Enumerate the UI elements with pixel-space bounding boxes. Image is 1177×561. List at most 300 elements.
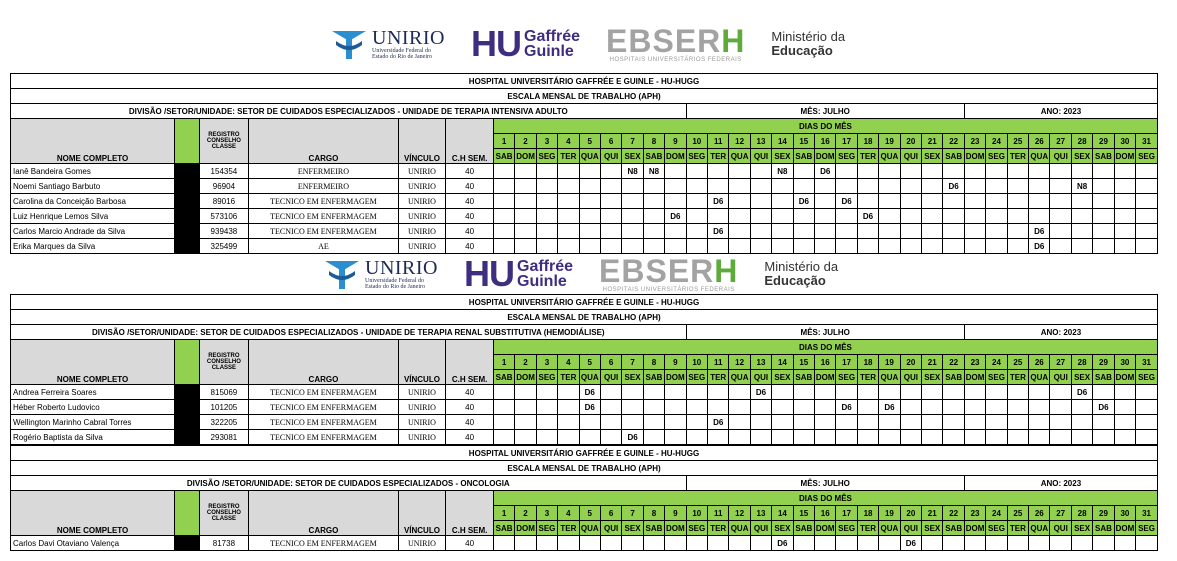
shift-cell[interactable] [558, 164, 579, 179]
shift-cell[interactable] [1071, 430, 1092, 445]
shift-cell[interactable] [793, 239, 814, 254]
shift-cell[interactable] [900, 400, 921, 415]
shift-cell[interactable] [729, 224, 750, 239]
shift-cell[interactable] [686, 385, 707, 400]
shift-cell[interactable] [1136, 239, 1158, 254]
shift-cell[interactable] [964, 209, 985, 224]
shift-cell[interactable] [515, 224, 536, 239]
shift-cell[interactable] [536, 194, 557, 209]
shift-cell[interactable] [750, 430, 771, 445]
shift-cell[interactable] [665, 164, 686, 179]
shift-cell[interactable] [772, 385, 793, 400]
shift-cell[interactable] [1114, 400, 1135, 415]
shift-cell[interactable] [729, 179, 750, 194]
shift-cell[interactable] [879, 209, 900, 224]
shift-cell[interactable] [1029, 209, 1050, 224]
shift-cell[interactable] [622, 536, 643, 551]
shift-cell[interactable] [836, 164, 857, 179]
shift-cell[interactable] [1029, 194, 1050, 209]
shift-cell[interactable] [986, 415, 1007, 430]
shift-cell[interactable]: D6 [900, 536, 921, 551]
shift-cell[interactable] [1136, 430, 1158, 445]
shift-cell[interactable]: D6 [793, 194, 814, 209]
shift-cell[interactable]: D6 [836, 400, 857, 415]
shift-cell[interactable] [515, 164, 536, 179]
shift-cell[interactable] [1114, 179, 1135, 194]
shift-cell[interactable] [943, 194, 964, 209]
shift-cell[interactable] [900, 385, 921, 400]
shift-cell[interactable] [536, 536, 557, 551]
shift-cell[interactable] [943, 209, 964, 224]
shift-cell[interactable] [815, 385, 836, 400]
shift-cell[interactable] [579, 224, 600, 239]
shift-cell[interactable] [815, 224, 836, 239]
shift-cell[interactable] [772, 415, 793, 430]
shift-cell[interactable] [1136, 400, 1158, 415]
shift-cell[interactable] [1093, 209, 1114, 224]
shift-cell[interactable] [964, 239, 985, 254]
shift-cell[interactable] [686, 430, 707, 445]
shift-cell[interactable] [643, 179, 664, 194]
shift-cell[interactable]: N8 [622, 164, 643, 179]
shift-cell[interactable] [686, 194, 707, 209]
shift-cell[interactable] [622, 194, 643, 209]
shift-cell[interactable] [772, 209, 793, 224]
shift-cell[interactable] [729, 209, 750, 224]
shift-cell[interactable] [986, 400, 1007, 415]
shift-cell[interactable] [558, 415, 579, 430]
shift-cell[interactable] [707, 430, 728, 445]
shift-cell[interactable] [1007, 430, 1028, 445]
shift-cell[interactable] [836, 430, 857, 445]
shift-cell[interactable] [579, 239, 600, 254]
shift-cell[interactable] [729, 430, 750, 445]
shift-cell[interactable] [1093, 385, 1114, 400]
shift-cell[interactable]: D6 [579, 385, 600, 400]
shift-cell[interactable] [900, 239, 921, 254]
shift-cell[interactable] [665, 536, 686, 551]
shift-cell[interactable] [558, 536, 579, 551]
shift-cell[interactable] [750, 400, 771, 415]
shift-cell[interactable] [1136, 194, 1158, 209]
shift-cell[interactable] [1071, 415, 1092, 430]
shift-cell[interactable]: N8 [772, 164, 793, 179]
shift-cell[interactable] [750, 224, 771, 239]
shift-cell[interactable] [536, 209, 557, 224]
shift-cell[interactable] [1050, 385, 1071, 400]
shift-cell[interactable] [643, 430, 664, 445]
shift-cell[interactable] [515, 400, 536, 415]
shift-cell[interactable] [515, 430, 536, 445]
shift-cell[interactable] [729, 239, 750, 254]
shift-cell[interactable] [793, 385, 814, 400]
shift-cell[interactable] [1093, 194, 1114, 209]
shift-cell[interactable] [964, 536, 985, 551]
shift-cell[interactable] [1071, 400, 1092, 415]
shift-cell[interactable] [665, 224, 686, 239]
shift-cell[interactable] [493, 164, 514, 179]
shift-cell[interactable] [900, 194, 921, 209]
shift-cell[interactable] [665, 385, 686, 400]
shift-cell[interactable] [686, 400, 707, 415]
shift-cell[interactable] [986, 239, 1007, 254]
shift-cell[interactable] [772, 179, 793, 194]
shift-cell[interactable] [579, 194, 600, 209]
shift-cell[interactable]: D6 [665, 209, 686, 224]
shift-cell[interactable] [857, 179, 878, 194]
shift-cell[interactable] [1007, 385, 1028, 400]
shift-cell[interactable] [643, 536, 664, 551]
shift-cell[interactable] [1114, 415, 1135, 430]
shift-cell[interactable] [857, 536, 878, 551]
shift-cell[interactable] [686, 179, 707, 194]
shift-cell[interactable]: D6 [1029, 224, 1050, 239]
shift-cell[interactable] [558, 194, 579, 209]
shift-cell[interactable] [558, 179, 579, 194]
shift-cell[interactable] [600, 164, 621, 179]
shift-cell[interactable] [600, 385, 621, 400]
shift-cell[interactable] [1007, 239, 1028, 254]
shift-cell[interactable] [1114, 209, 1135, 224]
shift-cell[interactable] [793, 415, 814, 430]
shift-cell[interactable] [558, 239, 579, 254]
shift-cell[interactable] [964, 400, 985, 415]
shift-cell[interactable]: D6 [1071, 385, 1092, 400]
shift-cell[interactable] [857, 400, 878, 415]
shift-cell[interactable]: N8 [643, 164, 664, 179]
shift-cell[interactable] [943, 385, 964, 400]
shift-cell[interactable] [879, 415, 900, 430]
shift-cell[interactable] [1050, 430, 1071, 445]
shift-cell[interactable] [1093, 430, 1114, 445]
shift-cell[interactable] [922, 536, 943, 551]
shift-cell[interactable] [493, 179, 514, 194]
shift-cell[interactable] [750, 194, 771, 209]
shift-cell[interactable]: D6 [1029, 239, 1050, 254]
shift-cell[interactable] [1007, 209, 1028, 224]
shift-cell[interactable] [1093, 164, 1114, 179]
shift-cell[interactable] [558, 430, 579, 445]
shift-cell[interactable] [1114, 430, 1135, 445]
shift-cell[interactable]: D6 [707, 415, 728, 430]
shift-cell[interactable] [643, 224, 664, 239]
shift-cell[interactable] [536, 400, 557, 415]
shift-cell[interactable] [622, 400, 643, 415]
shift-cell[interactable] [1029, 400, 1050, 415]
shift-cell[interactable] [922, 400, 943, 415]
shift-cell[interactable]: D6 [879, 400, 900, 415]
shift-cell[interactable] [1071, 194, 1092, 209]
shift-cell[interactable] [750, 415, 771, 430]
shift-cell[interactable] [1007, 164, 1028, 179]
shift-cell[interactable] [986, 164, 1007, 179]
shift-cell[interactable] [815, 400, 836, 415]
shift-cell[interactable] [1007, 400, 1028, 415]
shift-cell[interactable] [1007, 415, 1028, 430]
shift-cell[interactable] [750, 209, 771, 224]
shift-cell[interactable] [707, 209, 728, 224]
shift-cell[interactable] [1029, 385, 1050, 400]
shift-cell[interactable] [558, 385, 579, 400]
shift-cell[interactable] [536, 224, 557, 239]
shift-cell[interactable] [900, 224, 921, 239]
shift-cell[interactable] [600, 224, 621, 239]
shift-cell[interactable] [600, 209, 621, 224]
shift-cell[interactable] [943, 536, 964, 551]
shift-cell[interactable] [600, 415, 621, 430]
shift-cell[interactable] [772, 400, 793, 415]
shift-cell[interactable] [622, 209, 643, 224]
shift-cell[interactable] [815, 179, 836, 194]
shift-cell[interactable] [879, 536, 900, 551]
shift-cell[interactable] [1029, 415, 1050, 430]
shift-cell[interactable] [493, 536, 514, 551]
shift-cell[interactable] [815, 415, 836, 430]
shift-cell[interactable] [836, 179, 857, 194]
shift-cell[interactable] [900, 179, 921, 194]
shift-cell[interactable]: D6 [1093, 400, 1114, 415]
shift-cell[interactable] [643, 400, 664, 415]
shift-cell[interactable] [1071, 224, 1092, 239]
shift-cell[interactable] [1050, 536, 1071, 551]
shift-cell[interactable] [493, 224, 514, 239]
shift-cell[interactable] [1071, 209, 1092, 224]
shift-cell[interactable] [1093, 224, 1114, 239]
shift-cell[interactable] [986, 209, 1007, 224]
shift-cell[interactable] [793, 224, 814, 239]
shift-cell[interactable] [536, 239, 557, 254]
shift-cell[interactable] [793, 430, 814, 445]
shift-cell[interactable]: D6 [622, 430, 643, 445]
shift-cell[interactable] [964, 179, 985, 194]
shift-cell[interactable] [879, 179, 900, 194]
shift-cell[interactable] [879, 224, 900, 239]
shift-cell[interactable] [707, 164, 728, 179]
shift-cell[interactable] [793, 536, 814, 551]
shift-cell[interactable] [536, 179, 557, 194]
shift-cell[interactable] [793, 400, 814, 415]
shift-cell[interactable] [729, 164, 750, 179]
shift-cell[interactable] [815, 430, 836, 445]
shift-cell[interactable] [622, 224, 643, 239]
shift-cell[interactable] [729, 400, 750, 415]
shift-cell[interactable] [707, 179, 728, 194]
shift-cell[interactable] [857, 224, 878, 239]
shift-cell[interactable] [686, 239, 707, 254]
shift-cell[interactable] [793, 209, 814, 224]
shift-cell[interactable] [665, 400, 686, 415]
shift-cell[interactable] [1136, 385, 1158, 400]
shift-cell[interactable] [964, 415, 985, 430]
shift-cell[interactable] [1136, 415, 1158, 430]
shift-cell[interactable] [815, 209, 836, 224]
shift-cell[interactable]: D6 [772, 536, 793, 551]
shift-cell[interactable] [686, 164, 707, 179]
shift-cell[interactable] [836, 536, 857, 551]
shift-cell[interactable] [558, 400, 579, 415]
shift-cell[interactable] [857, 194, 878, 209]
shift-cell[interactable] [1136, 179, 1158, 194]
shift-cell[interactable] [515, 385, 536, 400]
shift-cell[interactable]: D6 [943, 179, 964, 194]
shift-cell[interactable] [772, 430, 793, 445]
shift-cell[interactable] [665, 194, 686, 209]
shift-cell[interactable] [515, 209, 536, 224]
shift-cell[interactable] [643, 194, 664, 209]
shift-cell[interactable] [643, 239, 664, 254]
shift-cell[interactable] [750, 239, 771, 254]
shift-cell[interactable] [943, 239, 964, 254]
shift-cell[interactable] [579, 179, 600, 194]
shift-cell[interactable] [1114, 164, 1135, 179]
shift-cell[interactable] [1050, 400, 1071, 415]
shift-cell[interactable] [579, 209, 600, 224]
shift-cell[interactable] [986, 385, 1007, 400]
shift-cell[interactable] [986, 179, 1007, 194]
shift-cell[interactable] [665, 415, 686, 430]
shift-cell[interactable] [1029, 179, 1050, 194]
shift-cell[interactable] [536, 385, 557, 400]
shift-cell[interactable] [900, 209, 921, 224]
shift-cell[interactable] [857, 385, 878, 400]
shift-cell[interactable] [1050, 209, 1071, 224]
shift-cell[interactable] [857, 164, 878, 179]
shift-cell[interactable]: D6 [707, 194, 728, 209]
shift-cell[interactable] [1050, 164, 1071, 179]
shift-cell[interactable] [964, 430, 985, 445]
shift-cell[interactable] [643, 415, 664, 430]
shift-cell[interactable] [1029, 536, 1050, 551]
shift-cell[interactable] [750, 164, 771, 179]
shift-cell[interactable] [793, 179, 814, 194]
shift-cell[interactable] [1136, 536, 1158, 551]
shift-cell[interactable] [922, 209, 943, 224]
shift-cell[interactable] [579, 415, 600, 430]
shift-cell[interactable] [643, 385, 664, 400]
shift-cell[interactable] [686, 536, 707, 551]
shift-cell[interactable] [922, 164, 943, 179]
shift-cell[interactable] [515, 415, 536, 430]
shift-cell[interactable] [943, 415, 964, 430]
shift-cell[interactable] [707, 400, 728, 415]
shift-cell[interactable] [622, 239, 643, 254]
shift-cell[interactable] [729, 415, 750, 430]
shift-cell[interactable] [879, 239, 900, 254]
shift-cell[interactable] [600, 430, 621, 445]
shift-cell[interactable] [986, 194, 1007, 209]
shift-cell[interactable] [536, 430, 557, 445]
shift-cell[interactable] [493, 415, 514, 430]
shift-cell[interactable] [772, 224, 793, 239]
shift-cell[interactable]: D6 [857, 209, 878, 224]
shift-cell[interactable] [493, 239, 514, 254]
shift-cell[interactable] [707, 239, 728, 254]
shift-cell[interactable]: D6 [579, 400, 600, 415]
shift-cell[interactable] [922, 194, 943, 209]
shift-cell[interactable] [1093, 179, 1114, 194]
shift-cell[interactable] [986, 224, 1007, 239]
shift-cell[interactable]: N8 [1071, 179, 1092, 194]
shift-cell[interactable] [1071, 239, 1092, 254]
shift-cell[interactable] [1050, 179, 1071, 194]
shift-cell[interactable] [750, 179, 771, 194]
shift-cell[interactable] [515, 194, 536, 209]
shift-cell[interactable] [536, 164, 557, 179]
shift-cell[interactable] [1029, 164, 1050, 179]
shift-cell[interactable] [836, 415, 857, 430]
shift-cell[interactable] [493, 385, 514, 400]
shift-cell[interactable] [943, 400, 964, 415]
shift-cell[interactable] [1007, 224, 1028, 239]
shift-cell[interactable] [665, 179, 686, 194]
shift-cell[interactable] [493, 400, 514, 415]
shift-cell[interactable]: D6 [815, 164, 836, 179]
shift-cell[interactable] [964, 385, 985, 400]
shift-cell[interactable] [515, 179, 536, 194]
shift-cell[interactable] [1093, 415, 1114, 430]
shift-cell[interactable] [493, 194, 514, 209]
shift-cell[interactable] [1114, 224, 1135, 239]
shift-cell[interactable] [836, 385, 857, 400]
shift-cell[interactable] [729, 385, 750, 400]
shift-cell[interactable] [857, 239, 878, 254]
shift-cell[interactable] [600, 536, 621, 551]
shift-cell[interactable] [836, 209, 857, 224]
shift-cell[interactable] [1007, 194, 1028, 209]
shift-cell[interactable] [686, 209, 707, 224]
shift-cell[interactable] [686, 224, 707, 239]
shift-cell[interactable] [1050, 194, 1071, 209]
shift-cell[interactable] [900, 415, 921, 430]
shift-cell[interactable] [1114, 239, 1135, 254]
shift-cell[interactable] [1114, 536, 1135, 551]
shift-cell[interactable] [900, 430, 921, 445]
shift-cell[interactable] [793, 164, 814, 179]
shift-cell[interactable] [729, 536, 750, 551]
shift-cell[interactable] [879, 164, 900, 179]
shift-cell[interactable] [836, 224, 857, 239]
shift-cell[interactable] [536, 415, 557, 430]
shift-cell[interactable] [1114, 385, 1135, 400]
shift-cell[interactable] [1136, 164, 1158, 179]
shift-cell[interactable] [815, 536, 836, 551]
shift-cell[interactable] [922, 430, 943, 445]
shift-cell[interactable] [772, 194, 793, 209]
shift-cell[interactable]: D6 [836, 194, 857, 209]
shift-cell[interactable] [643, 209, 664, 224]
shift-cell[interactable] [772, 239, 793, 254]
shift-cell[interactable] [515, 536, 536, 551]
shift-cell[interactable] [943, 164, 964, 179]
shift-cell[interactable] [922, 415, 943, 430]
shift-cell[interactable] [1136, 209, 1158, 224]
shift-cell[interactable] [558, 224, 579, 239]
shift-cell[interactable] [857, 430, 878, 445]
shift-cell[interactable] [729, 194, 750, 209]
shift-cell[interactable] [600, 179, 621, 194]
shift-cell[interactable] [986, 430, 1007, 445]
shift-cell[interactable] [665, 239, 686, 254]
shift-cell[interactable]: D6 [750, 385, 771, 400]
shift-cell[interactable] [579, 536, 600, 551]
shift-cell[interactable] [600, 239, 621, 254]
shift-cell[interactable] [815, 239, 836, 254]
shift-cell[interactable] [1071, 536, 1092, 551]
shift-cell[interactable] [857, 415, 878, 430]
shift-cell[interactable] [1007, 536, 1028, 551]
shift-cell[interactable] [579, 164, 600, 179]
shift-cell[interactable] [515, 239, 536, 254]
